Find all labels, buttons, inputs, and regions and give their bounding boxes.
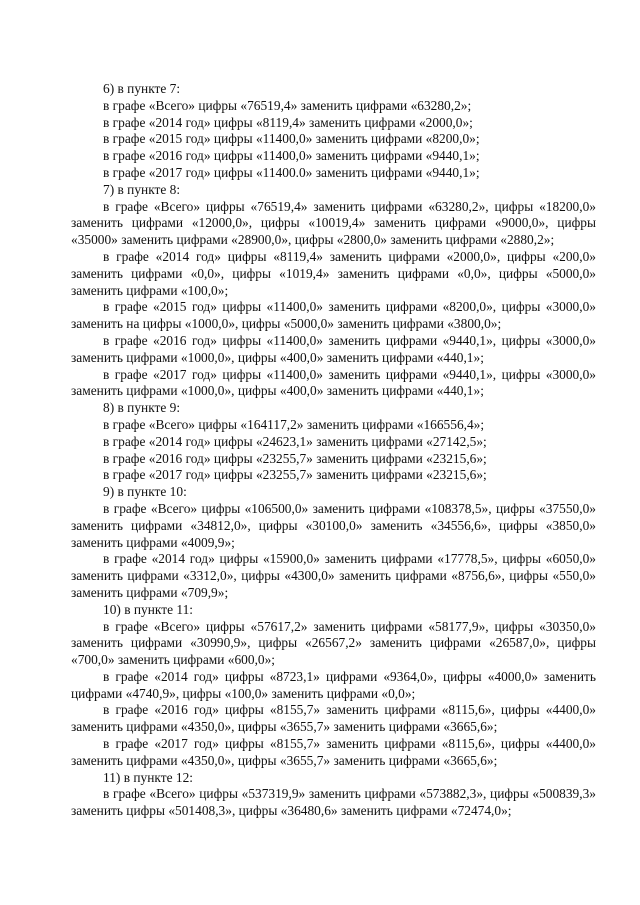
paragraph: в графе «Всего» цифры «537319,9» заменить цифрами «573882,3», цифры «500839,3» заменить цифры «501408,3», цифры «36480,6» заменить цифрами «72474,0»; [71,786,596,819]
paragraph: в графе «2017 год» цифры «23255,7» заменить цифрами «23215,6»; [103,467,487,483]
paragraph: в графе «2014 год» цифры «8119,4» заменить цифрами «2000,0»; [103,114,473,130]
paragraph: 11) в пункте 12: [103,769,193,785]
paragraph: в графе «Всего» цифры «164117,2» заменить цифрами «166556,4»; [103,416,485,432]
paragraph: в графе «Всего» цифры «76519,4» заменить цифрами «63280,2»; [103,97,472,113]
paragraph: в графе «2014 год» цифры «8723,1» цифрами «9364,0», цифры «4000,0» заменить цифрами «4740,9», цифры «100,0» заменить цифрами «0,0»; [71,668,596,701]
paragraph: в графе «2014 год» цифры «15900,0» заменить цифрами «17778,5», цифры «6050,0» заменить цифрами «3312,0», цифры «4300,0» заменить цифрами «8756,6», цифры «550,0» заменить цифрами «709,9»; [71,551,596,600]
paragraph: в графе «Всего» цифры «57617,2» заменить цифрами «58177,9», цифры «30350,0» заменить цифрами «30990,9», цифры «26567,2» заменить цифрами «26587,0», цифры «700,0» заменить цифрами «600,0»; [71,618,596,668]
paragraph: в графе «2016 год» цифры «23255,7» заменить цифрами «23215,6»; [103,450,487,466]
paragraph: 8) в пункте 9: [103,400,181,416]
paragraph: в графе «2014 год» цифры «8119,4» заменить цифрами «2000,0», цифры «200,0» заменить цифрами «0,0», цифры «1019,4» заменить цифрами «0,0», цифры «5000,0» заменить цифрами «100,0»; [71,248,596,298]
paragraph: в графе «Всего» цифры «106500,0» заменить цифрами «108378,5», цифры «37550,0» заменить цифрами «34812,0», цифры «30100,0» заменить «34556,6», цифры «3850,0» заменить цифрами «4009,9»; [71,500,596,550]
paragraph: в графе «2016 год» цифры «8155,7» заменить цифрами «8115,6», цифры «4400,0» заменить цифрами «4350,0», цифры «3655,7» заменить цифрами «3665,6»; [71,702,596,735]
paragraph: в графе «2014 год» цифры «24623,1» заменить цифрами «27142,5»; [103,433,487,449]
paragraph: 6) в пункте 7: [103,81,181,96]
paragraph: в графе «2015 год» цифры «11400,0» заменить цифрами «8200,0», цифры «3000,0» заменить на цифры «1000,0», цифры «5000,0» заменить цифрами «3800,0»; [71,299,596,332]
paragraph: в графе «2017 год» цифры «8155,7» заменить цифрами «8115,6», цифры «4400,0» заменить цифрами «4350,0», цифры «3655,7» заменить цифрами «3665,6»; [71,736,596,768]
paragraph: в графе «2015 год» цифры «11400,0» заменить цифрами «8200,0»; [103,131,480,147]
paragraph: в графе «Всего» цифры «76519,4» заменить цифрами «63280,2», цифры «18200,0» заменить цифрами «12000,0», цифры «10019,4» заменить цифрами «9000,0», цифры «35000» заменить цифрами «28900,0», цифры «2800,0» заменить цифрами «2880,2»; [71,198,596,248]
paragraph: в графе «2016 год» цифры «11400,0» заменить цифрами «9440,1»; [103,148,480,164]
paragraph: в графе «2017 год» цифры «11400.0» заменить цифрами «9440,1»; [103,164,480,180]
paragraph: 7) в пункте 8: [103,181,181,197]
paragraph: 10) в пункте 11: [103,601,193,617]
document-body [71,81,596,820]
paragraph: в графе «2017 год» цифры «11400,0» заменить цифрами «9440,1», цифры «3000,0» заменить цифрами «1000,0», цифры «400,0» заменить цифрами «440,1»; [71,366,596,399]
paragraph: 9) в пункте 10: [103,484,187,500]
paragraph: в графе «2016 год» цифры «11400,0» заменить цифрами «9440,1», цифры «3000,0» заменить цифрами «1000,0», цифры «400,0» заменить цифрами «440,1»; [71,332,596,365]
